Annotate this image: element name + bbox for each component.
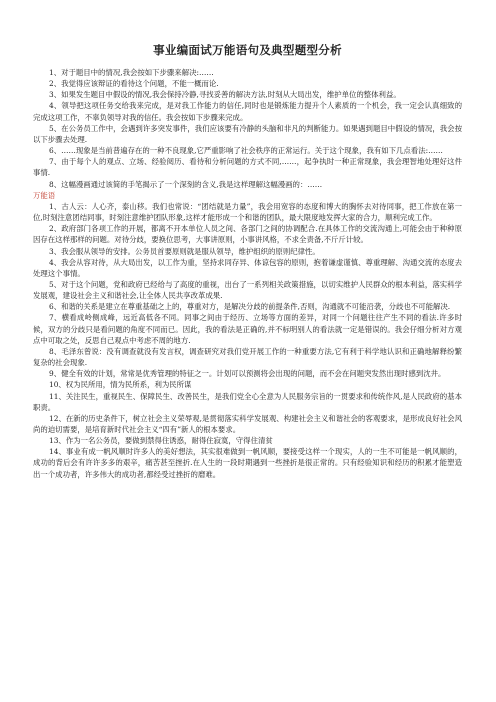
general-answers-section [33, 67, 462, 190]
paragraph: 6、……现象是当前普遍存在的一种不良现象,它严重影响了社会秩序的正常运行。关于这个现象，我有如下几点看法:…… [49, 146, 443, 156]
paragraph: 7、由于每个人的观点、立场、经验阅历、看待和分析问题的方式不同,……，起争执时一种正常现象，我会理智地处理好这件事情. [33, 157, 462, 178]
paragraph: 12、在新的历史条件下，树立社会主义荣辱观,是贯彻落实科学发展观、构建社会主义和谐社会的客观要求，是形成良好社会风尚的迫切需要，是培育新时代社会主义“四有”新人的根本要求。 [33, 413, 462, 434]
paragraph: 2、我觉得应该辩证的看待这个问题，不能一概而论. [49, 79, 219, 89]
paragraph: 1、古人云：人心齐，泰山移。我们也常说：“团结就是力量”，我会用宽容的态度和博大的胸怀去对待同事，把工作放在第一位,时刻注意团结同事，时刻注意维护团队形象,这样才能形成一个和谐的团队，最大限度地发挥大家的合力，顺利完成工作。 [33, 201, 462, 223]
paragraph: 6、和谐的关系是建立在尊重基础之上的，尊重对方，是解决分歧的前提条件,否则，沟通就不可能沿袭，分歧也不可能解决. [49, 302, 451, 312]
universal-phrases-section [33, 201, 462, 480]
paragraph: 3、我会服从领导的安排。公务员首要原则就是服从领导，维护组织的原则纪律性。 [49, 246, 320, 256]
section-label: 万能语 [33, 190, 56, 200]
paragraph: 5、在公务员工作中，会遇到许多突发事件，我们应该要有冷静的头脑和非凡的判断能力。如果遇到题目中假设的情况，我会按以下步骤去处理. [33, 123, 462, 144]
paragraph: 1、对于题目中的情况,我会按如下步骤来解决:…… [49, 68, 214, 77]
paragraph: 2、政府部门各项工作的开展，都离不开本单位人员之间、各部门之间的协调配合.在具体工作的交流沟通上,可能会由于种种原因存在这样那样的问题。对待分歧，要换位思考，大事讲原则，小事讲风格，不求全责备,不斤斤计较。 [33, 224, 462, 245]
paragraph: 10、权为民所用，情为民所系，利为民所谋 [49, 380, 192, 390]
paragraph: 9、健全有效的计划，常常是优秀管理的特征之一。计划可以预测将会出现的问题，而不会在问题突发然出现时感到沈井。 [49, 369, 446, 379]
paragraph: 4、领导把这项任务交给我来完成，是对我工作能力的信任,同时也是锻炼能力提升个人素质的一个机会，我一定会认真细致的完成这项工作，不辜负领导对我的信任。我会按如下步骤来完成。 [33, 101, 462, 122]
paragraph: 13、作为一名公务员，要做到禁得住诱惑，耐得住寂寞，守得住清贫 [49, 436, 273, 446]
paragraph: 5、对于这个问题，党和政府已经给与了高度的重视，出台了一系列相关政策措施，以切实维护人民群众的根本利益，落实科学发展观，建设社会主义和谐社会,让全体人民共享改革成果. [33, 279, 462, 301]
paragraph: 3、如果发生题目中假设的情况,我会保持冷静,寻找妥善的解决方法,时刻从大局出发，维护单位的整体利益。 [49, 90, 401, 100]
paragraph: 8、这幅漫画通过该简的手笔揭示了一个深刻的含义,我是这样理解这幅漫画的：…… [49, 179, 323, 189]
paragraph: 14、事业有成一帆风顺时许多人的美好想法，其实很难做到一帆风顺，要接受这样一个现实，人的一生不可能是一帆风顺的，成功的背后会有许许多多的艰辛，痛苦甚至挫折.在人生的一段时期遇到一些挫折是很正常的。只有经验知识和经历的积累才能塑造出一个成功者，许多伟大的成功者,都经受过挫折的磨难。 [33, 447, 462, 479]
paragraph: 7、横看成岭侧成峰，远近高低各不同。同事之间由于经历、立场等方面的差异，对同一个问题往往产生不同的看法.许多时候，双方的分歧只是看问题的角度不同而已。因此，我的看法是正确的,并不标明别人的看法就一定是错误的。我会仔细分析对方观点中可取之处，反思自己观点中考虑不周的地方. [33, 313, 462, 345]
paragraph: 8、毛泽东曾说：没有调查就没有发言权，调查研究对我们党开展工作的一种重要方法,它有利于科学地认识和正确地解释纷繁复杂的社会现象. [33, 346, 462, 368]
paragraph: 4、我会从容对待，从大局出发，以工作为重，坚持求同存异、体谅包容的原则，抱着谦虚谨慎、尊重理解、沟通交流的态度去处理这个事情。 [33, 257, 462, 278]
document-title: 事业编面试万能语句及典型题型分析 [153, 43, 342, 57]
paragraph: 11、关注民生，重视民生、保障民生、改善民生，是我们党全心全意为人民服务宗旨的一贯要求和传统作风,是人民政府的基本职责。 [33, 391, 462, 412]
